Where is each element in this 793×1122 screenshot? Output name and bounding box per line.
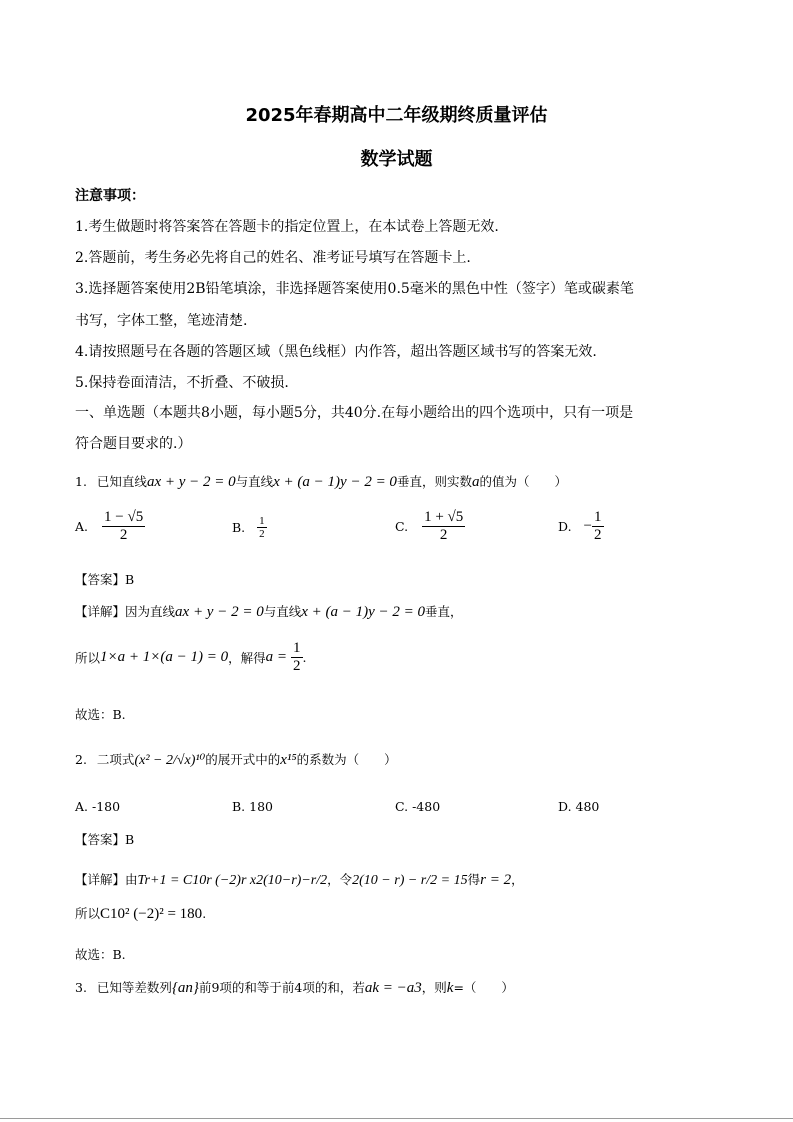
option-a: A. -180: [75, 799, 121, 814]
choose-1: 故选：B.: [75, 707, 126, 722]
option-c: C. $\frac{1 + √5}{2}$: [395, 509, 464, 543]
question-2-stem: 2. 二项式(x² − 2/√x)¹⁰的展开式中的x¹⁵的系数为（ ）: [75, 752, 397, 768]
note-item: 2.答题前，考生务必先将自己的姓名、准考证号填写在答题卡上.: [75, 250, 471, 266]
fraction: $\frac{1}{2}$: [259, 515, 265, 540]
note-item: 书写，字体工整，笔迹清楚.: [75, 313, 248, 329]
answer-1: 【答案】B: [75, 572, 135, 587]
fraction: $\frac{1 + √5}{2}$: [424, 509, 464, 543]
note-item: 1.考生做题时将答案答在答题卡的指定位置上，在本试卷上答题无效.: [75, 219, 499, 235]
question-number: 1.: [75, 474, 87, 489]
section-heading-line1: 一、单选题（本题共8小题，每小题5分，共40分.在每小题给出的四个选项中，只有一项是: [75, 405, 634, 421]
fraction: $\frac{1 - √5}{2}$: [104, 509, 144, 543]
option-a: A. $\frac{1 - √5}{2}$: [75, 509, 144, 543]
option-d: D. 480: [558, 799, 600, 814]
note-item: 3.选择题答案使用2B铅笔填涂，非选择题答案使用0.5毫米的黑色中性（签字）笔或碳素笔: [75, 281, 634, 297]
detail-1-conclusion: 所以1×a + 1×(a − 1) = 0，解得a = $\frac{1}{2}$ .: [75, 640, 307, 674]
exam-title: 2025年春期高中二年级期终质量评估: [245, 105, 548, 126]
exam-subtitle: 数学试题: [360, 149, 433, 170]
binomial-expression: (x² − 2/√x)¹⁰: [134, 753, 206, 768]
question-number: 3.: [75, 980, 87, 995]
fraction: $\frac{1}{2}$: [293, 640, 301, 674]
fraction: $\frac{1}{2}$: [594, 509, 602, 543]
detail-2-conclusion: 所以C10² (−2)² = 180.: [75, 906, 207, 922]
option-d: D. − $\frac{1}{2}$: [558, 509, 602, 543]
detail-1: 【详解】因为直线ax + y − 2 = 0与直线x + (a − 1)y − 2 = 0垂直，: [75, 604, 463, 620]
note-item: 5.保持卷面清洁，不折叠、不破损.: [75, 375, 289, 391]
notes-heading: 注意事项：: [75, 188, 145, 204]
choose-2: 故选：B.: [75, 947, 126, 962]
page-bottom-divider: [0, 1118, 793, 1119]
option-c: C. -480: [395, 799, 441, 814]
question-number: 2.: [75, 752, 87, 767]
question-3-stem: 3. 已知等差数列{an}前9项的和等于前4项的和，若ak = −a3，则k=（ ）: [75, 980, 514, 996]
option-b: B. $\frac{1}{2}$: [232, 515, 265, 540]
line-equation-1: ax + y − 2 = 0: [146, 474, 236, 490]
question-1-stem: 1. 已知直线ax + y − 2 = 0与直线x + (a − 1)y − 2 = 0垂直，则实数a的值为（ ）: [75, 474, 567, 490]
note-item: 4.请按照题号在各题的答题区域（黑色线框）内作答，超出答题区域书写的答案无效.: [75, 344, 597, 360]
option-b: B. 180: [232, 799, 273, 814]
detail-2: 【详解】由Tr+1 = C10r (−2)r x2(10−r)−r/2，令2(10 − r) − r/2 = 15得r = 2，: [75, 872, 524, 888]
line-equation-2: x + (a − 1)y − 2 = 0: [273, 474, 397, 490]
answer-2: 【答案】B: [75, 832, 135, 847]
section-heading-line2: 符合题目要求的.）: [75, 436, 192, 452]
